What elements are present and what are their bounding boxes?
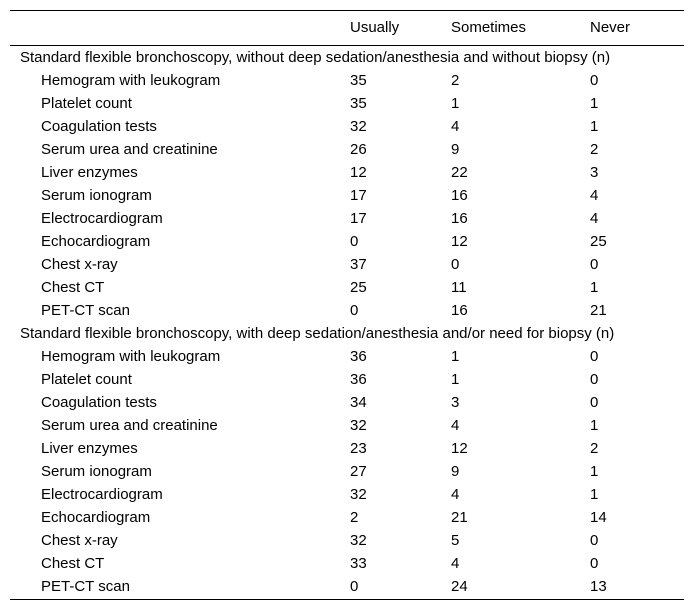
row-label: Chest x-ray bbox=[41, 531, 118, 549]
cell-usually: 23 bbox=[350, 439, 367, 457]
table-row bbox=[10, 552, 684, 575]
cell-never: 0 bbox=[590, 393, 599, 411]
cell-sometimes: 1 bbox=[451, 94, 460, 112]
cell-usually: 36 bbox=[350, 370, 367, 388]
header-sometimes: Sometimes bbox=[451, 11, 590, 46]
table-row bbox=[10, 460, 684, 483]
table-header bbox=[10, 11, 684, 46]
cell-sometimes: 4 bbox=[451, 416, 460, 434]
row-label: Platelet count bbox=[41, 370, 132, 388]
cell-never: 13 bbox=[590, 575, 684, 600]
cell-never: 2 bbox=[590, 439, 599, 457]
cell-never: 1 bbox=[590, 416, 599, 434]
cell-never: 1 bbox=[590, 278, 599, 296]
cell-never: 0 bbox=[590, 71, 599, 89]
cell-sometimes: 5 bbox=[451, 531, 460, 549]
cell-usually: 35 bbox=[350, 71, 367, 89]
table-row bbox=[10, 483, 684, 506]
row-label: Coagulation tests bbox=[41, 117, 157, 135]
cell-usually: 36 bbox=[350, 347, 367, 365]
cell-sometimes: 21 bbox=[451, 508, 468, 526]
cell-never: 0 bbox=[590, 531, 599, 549]
row-label: Electrocardiogram bbox=[41, 485, 163, 503]
cell-never: 25 bbox=[590, 232, 607, 250]
cell-never: 0 bbox=[590, 554, 599, 572]
data-table bbox=[10, 10, 684, 600]
row-label: Echocardiogram bbox=[41, 508, 151, 526]
cell-usually: 37 bbox=[350, 255, 367, 273]
cell-never: 4 bbox=[590, 186, 599, 204]
cell-never: 21 bbox=[590, 301, 607, 319]
table-row bbox=[10, 207, 684, 230]
cell-sometimes: 4 bbox=[451, 554, 460, 572]
cell-usually: 17 bbox=[350, 186, 367, 204]
row-label: Serum ionogram bbox=[41, 462, 152, 480]
row-label: Chest CT bbox=[41, 278, 105, 296]
cell-never: 4 bbox=[590, 209, 599, 227]
table-row bbox=[10, 299, 684, 322]
table-row bbox=[10, 368, 684, 391]
cell-never: 0 bbox=[590, 370, 599, 388]
cell-usually: 27 bbox=[350, 462, 367, 480]
section-title: Standard flexible bronchoscopy, with deep sedation/anesthesia and/or need for biopsy (n) bbox=[20, 324, 615, 342]
cell-sometimes: 9 bbox=[451, 140, 460, 158]
header-row bbox=[10, 11, 684, 46]
table-row bbox=[10, 506, 684, 529]
table-row bbox=[10, 575, 684, 600]
cell-never: 1 bbox=[590, 117, 599, 135]
cell-usually: 34 bbox=[350, 393, 367, 411]
row-label: Echocardiogram bbox=[41, 232, 151, 250]
cell-usually: 0 bbox=[350, 301, 359, 319]
table-row bbox=[10, 230, 684, 253]
cell-usually: 25 bbox=[350, 278, 367, 296]
row-label: Hemogram with leukogram bbox=[41, 347, 221, 365]
header-empty bbox=[10, 11, 350, 46]
row-label: PET-CT scan bbox=[10, 575, 350, 600]
header-never: Never bbox=[590, 11, 684, 46]
cell-never: 1 bbox=[590, 94, 599, 112]
table-container bbox=[10, 10, 684, 600]
cell-usually: 12 bbox=[350, 163, 367, 181]
table-row bbox=[10, 529, 684, 552]
row-label: Hemogram with leukogram bbox=[41, 71, 221, 89]
row-label: Chest x-ray bbox=[41, 255, 118, 273]
cell-sometimes: 24 bbox=[451, 575, 590, 600]
table-row bbox=[10, 391, 684, 414]
row-label: Liver enzymes bbox=[41, 163, 138, 181]
cell-never: 14 bbox=[590, 508, 607, 526]
cell-usually: 26 bbox=[350, 140, 367, 158]
cell-sometimes: 3 bbox=[451, 393, 460, 411]
cell-sometimes: 16 bbox=[451, 301, 468, 319]
table-row bbox=[10, 138, 684, 161]
cell-never: 2 bbox=[590, 140, 599, 158]
section-header-row bbox=[10, 322, 684, 345]
table-row bbox=[10, 115, 684, 138]
cell-usually: 32 bbox=[350, 531, 367, 549]
table-row bbox=[10, 414, 684, 437]
row-label: Serum ionogram bbox=[41, 186, 152, 204]
cell-usually: 0 bbox=[350, 232, 359, 250]
row-label: Serum urea and creatinine bbox=[41, 140, 218, 158]
row-label: PET-CT scan bbox=[41, 301, 130, 319]
cell-never: 1 bbox=[590, 485, 599, 503]
section-header-row bbox=[10, 46, 684, 70]
cell-sometimes: 1 bbox=[451, 370, 460, 388]
cell-sometimes: 4 bbox=[451, 485, 460, 503]
cell-sometimes: 0 bbox=[451, 255, 460, 273]
table-row bbox=[10, 69, 684, 92]
table-body bbox=[10, 46, 684, 600]
row-label: Serum urea and creatinine bbox=[41, 416, 218, 434]
cell-sometimes: 12 bbox=[451, 232, 468, 250]
table-row bbox=[10, 161, 684, 184]
cell-sometimes: 16 bbox=[451, 209, 468, 227]
row-label: Coagulation tests bbox=[41, 393, 157, 411]
cell-never: 1 bbox=[590, 462, 599, 480]
row-label: Chest CT bbox=[41, 554, 105, 572]
row-label: Electrocardiogram bbox=[41, 209, 163, 227]
cell-usually: 0 bbox=[350, 575, 451, 600]
cell-sometimes: 12 bbox=[451, 439, 468, 457]
cell-sometimes: 9 bbox=[451, 462, 460, 480]
cell-usually: 33 bbox=[350, 554, 367, 572]
cell-never: 3 bbox=[590, 163, 599, 181]
section-title: Standard flexible bronchoscopy, without deep sedation/anesthesia and without biopsy (n) bbox=[20, 48, 611, 66]
cell-usually: 32 bbox=[350, 485, 367, 503]
cell-sometimes: 4 bbox=[451, 117, 460, 135]
cell-sometimes: 22 bbox=[451, 163, 468, 181]
table-row bbox=[10, 184, 684, 207]
cell-sometimes: 1 bbox=[451, 347, 460, 365]
row-label: Platelet count bbox=[41, 94, 132, 112]
cell-never: 0 bbox=[590, 255, 599, 273]
cell-usually: 17 bbox=[350, 209, 367, 227]
table-row bbox=[10, 253, 684, 276]
cell-usually: 2 bbox=[350, 508, 359, 526]
row-label: Liver enzymes bbox=[41, 439, 138, 457]
table-row bbox=[10, 345, 684, 368]
cell-usually: 32 bbox=[350, 416, 367, 434]
cell-never: 0 bbox=[590, 347, 599, 365]
table-row bbox=[10, 276, 684, 299]
cell-usually: 32 bbox=[350, 117, 367, 135]
table-row bbox=[10, 92, 684, 115]
table-row bbox=[10, 437, 684, 460]
cell-sometimes: 2 bbox=[451, 71, 460, 89]
cell-sometimes: 11 bbox=[451, 278, 467, 296]
header-usually: Usually bbox=[350, 11, 451, 46]
cell-usually: 35 bbox=[350, 94, 367, 112]
cell-sometimes: 16 bbox=[451, 186, 468, 204]
